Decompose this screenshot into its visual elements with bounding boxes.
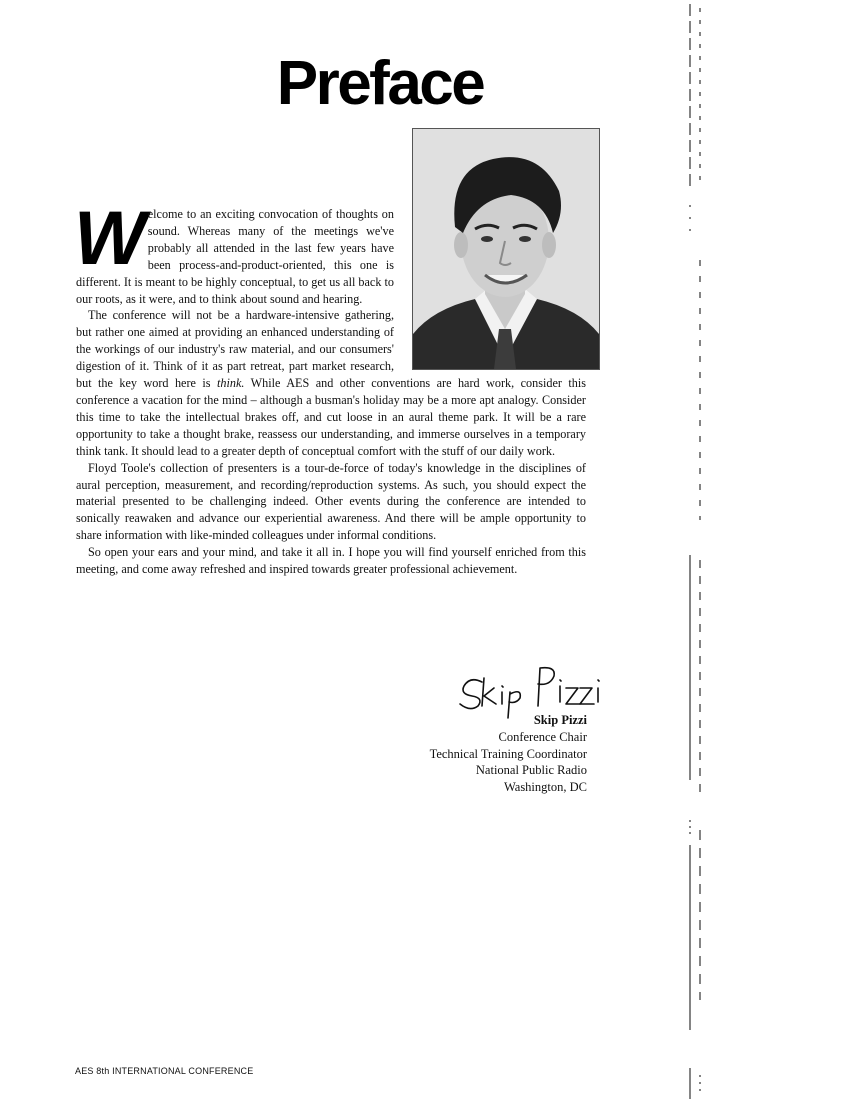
preface-body [74,196,586,578]
scan-edge-marks [684,0,714,1099]
paragraph-1: elcome to an exciting convocation of thoughts on sound. Whereas many of the meetings we've probably all attended in the last few years have been process-and-product-oriented, this one is different. It is meant to be highly conceptual, to get us all back to our roots, as it were, and to think about sound and hearing. [76,207,394,306]
page-footer: AES 8th INTERNATIONAL CONFERENCE [75,1066,254,1076]
signer-position: Technical Training Coordinator [429,746,587,761]
paragraph-3: Floyd Toole's collection of presenters is a tour-de-force of today's knowledge in the disciplines of aural perception, measurement, and recording/reproduction systems. As such, you should expect the material presented to be challenging indeed. Other events during the conference are intended to sonically reawaken and advance our experiential awareness. And there will be ample opportunity to share information with like-minded colleagues under informal conditions. [76,460,586,543]
emphasis-think: think. [216,376,245,391]
paragraph-4: So open your ears and your mind, and take it all in. I hope you will find yourself enriched from this meeting, and come away refreshed and inspired towards greater professional achievement. [76,545,586,577]
page-title: Preface [276,49,484,118]
paragraph-2: The conference will not be a hardware-intensive gathering, but rather one aimed at providing an enhanced understanding of the workings of our industry's raw material, and our consumers' digestion of it. Think of it as part retreat, part market research, but the key word here is think. While AES and other conventions are hard work, consider this conference a vacation for the mind – although a busman's holiday may be a more apt analogy. Consider this time to take the intellectual brakes off, and cut loose in an aural theme park. It will be a rare opportunity to take a thought brake, reassess our understanding, and immerse ourselves in a temporary think tank. It should lead to a greater depth of conceptual comfort with the stuff of our daily work. [76,308,586,458]
photo-wrap-spacer [394,206,586,370]
signer-role: Conference Chair [498,729,587,744]
signer-location: Washington, DC [503,780,587,795]
signer-organization: National Public Radio [475,763,587,778]
drop-cap: W [74,196,142,281]
signer-name: Skip Pizzi [533,713,587,727]
signature-block [380,712,587,796]
handwritten-signature [452,660,608,720]
